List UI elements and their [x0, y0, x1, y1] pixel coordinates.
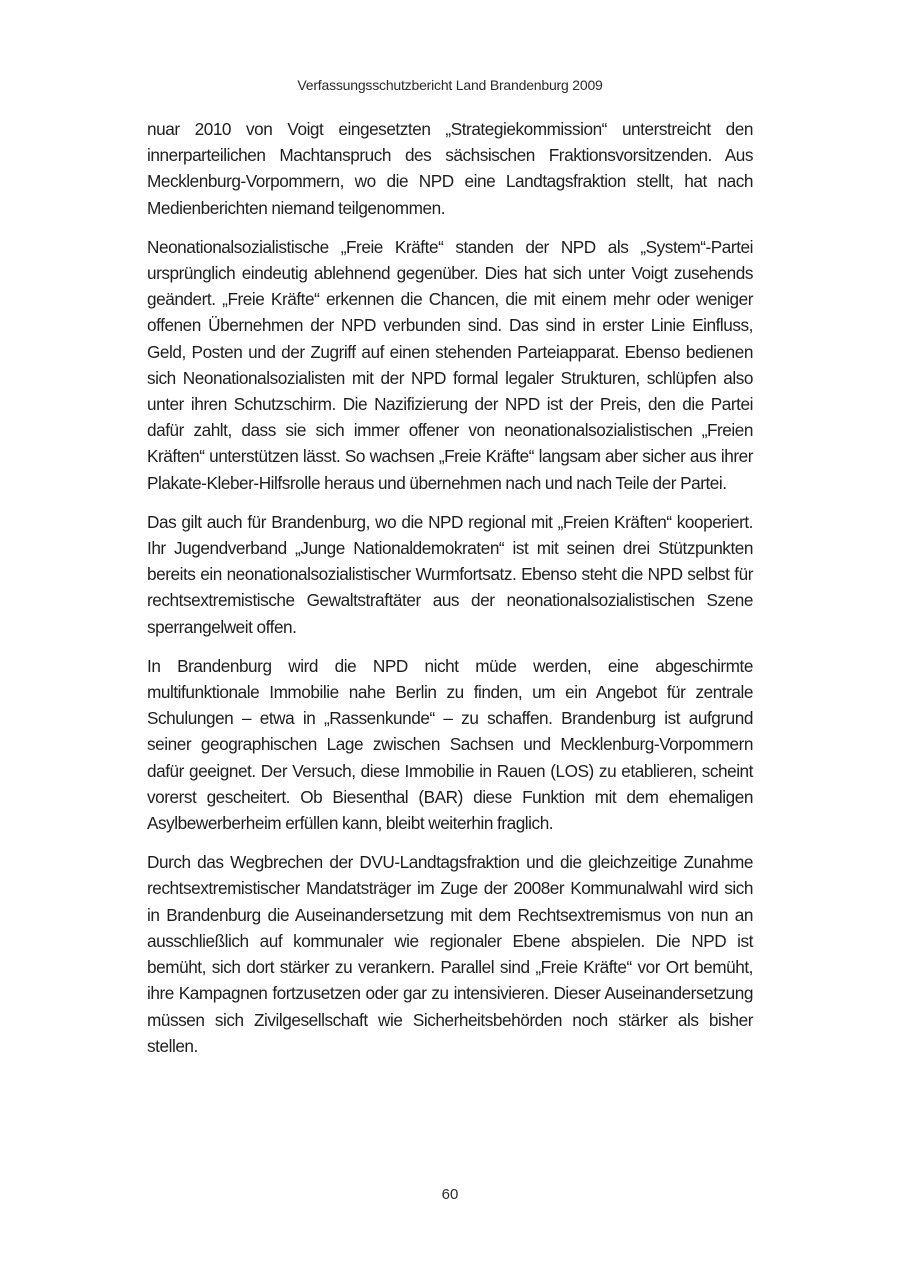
- paragraph: nuar 2010 von Voigt eingesetzten „Strategiekommission“ unterstreicht den innerparteilichen Machtanspruch des sächsischen Fraktionsvorsitzenden. Aus Mecklenburg-Vorpommern, wo die NPD eine Landtagsfraktion stellt, hat nach Medienberichten niemand teilgenommen.: [147, 119, 753, 218]
- paragraph: In Brandenburg wird die NPD nicht müde werden, eine abgeschirmte multifunktionale Immobilie nahe Berlin zu finden, um ein Angebot für zentrale Schulungen – etwa in „Rassenkunde“ – zu schaffen. Brandenburg ist aufgrund seiner geographischen Lage zwischen Sachsen und Mecklenburg-Vorpommern dafür geeignet. Der Versuch, diese Immobilie in Rauen (LOS) zu etablieren, scheint vorerst gescheitert. Ob Biesenthal (BAR) diese Funktion mit dem ehemaligen Asylbewerberheim erfüllen kann, bleibt weiterhin fraglich.: [147, 655, 753, 834]
- running-header: Verfassungsschutzbericht Land Brandenburg 2009: [297, 77, 603, 93]
- page-number: 60: [441, 1186, 459, 1203]
- paragraph: Das gilt auch für Brandenburg, wo die NPD regional mit „Freien Kräften“ kooperiert. Ihr Jugendverband „Junge Nationaldemokraten“ ist mit seinen drei Stützpunkten bereits ein neonationalsozialistischer Wurmfortsatz. Ebenso steht die NPD selbst für rechtsextremistische Gewaltstraftäter aus der neonationalsozialistischen Szene sperrangelweit offen.: [147, 511, 753, 637]
- paragraph: Neonationalsozialistische „Freie Kräfte“ standen der NPD als „System“-Partei ursprünglich eindeutig ablehnend gegenüber. Dies hat sich unter Voigt zusehends geändert. „Freie Kräfte“ erkennen die Chancen, die mit einem mehr oder weniger offenen Übernehmen der NPD verbunden sind. Das sind in erster Linie Einfluss, Geld, Posten und der Zugriff auf einen stehenden Parteiapparat. Ebenso bedienen sich Neonationalsozialisten mit der NPD formal legaler Strukturen, schlüpfen also unter ihren Schutzschirm. Die Nazifizierung der NPD ist der Preis, den die Partei dafür zahlt, dass sie sich immer offener von neonationalsozialistischen „Freien Kräften“ unterstützen lässt. So wachsen „Freie Kräfte“ langsam aber sicher aus ihrer Plakate-Kleber-Hilfsrolle heraus und übernehmen nach und nach Teile der Partei.: [147, 236, 753, 493]
- body-text: [147, 116, 753, 1072]
- paragraph: Durch das Wegbrechen der DVU-Landtagsfraktion und die gleichzeitige Zunahme rechtsextremistischer Mandatsträger im Zuge der 2008er Kommunalwahl wird sich in Brandenburg die Auseinandersetzung mit dem Rechtsextremismus von nun an ausschließlich auf kommunaler wie regionaler Ebene abspielen. Die NPD ist bemüht, sich dort stärker zu verankern. Parallel sind „Freie Kräfte“ vor Ort bemüht, ihre Kampagnen fortzusetzen oder gar zu intensivieren. Dieser Auseinandersetzung müssen sich Zivilgesellschaft wie Sicherheitsbehörden noch stärker als bisher stellen.: [147, 852, 753, 1056]
